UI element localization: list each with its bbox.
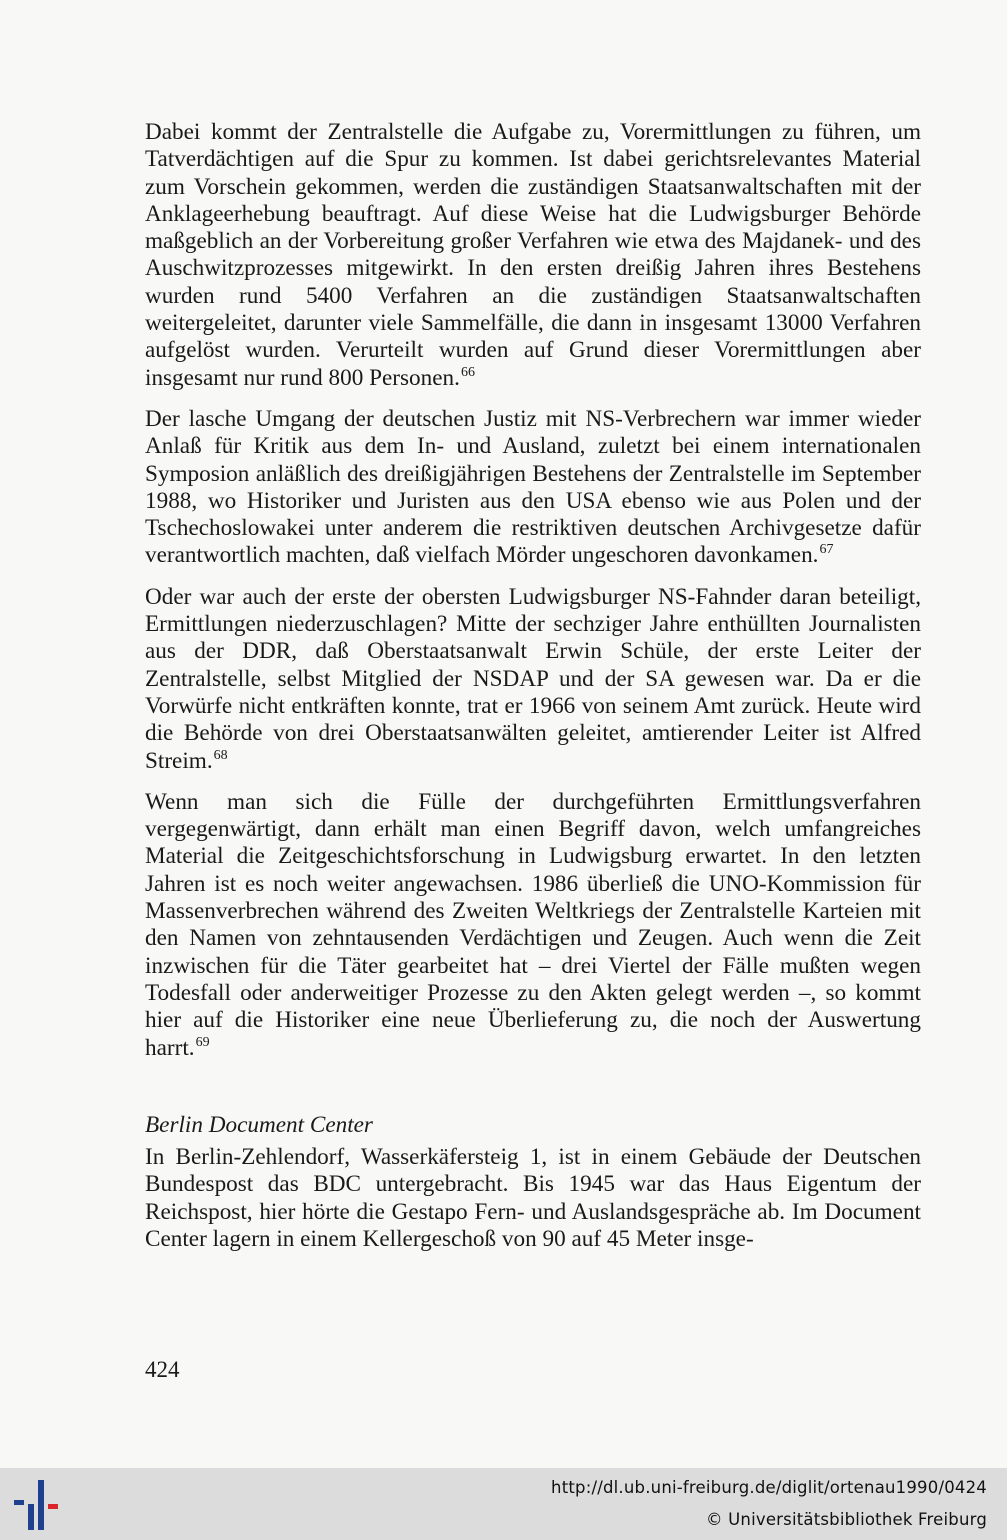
paragraph-4: Wenn man sich die Fülle der durchgeführten Ermittlungsverfahren vergegenwärtigt, dann erhält man einen Begriff davon, welch umfangreiches Material die Zeitgeschichtsforschung in Ludwigsburg erwartet. In den letzten Jahren ist es noch weiter angewachsen. 1986 überließ die UNO-Kommission für Massenverbrechen während des Zweiten Weltkriegs der Zentralstelle Karteien mit den Namen von zehntausenden Verdächtigen und Zeugen. Auch wenn die Zeit inzwischen für die Täter gearbeitet hat – drei Viertel der Fälle mußten wegen Todesfall oder anderweitiger Prozesse zu den Akten gelegt werden –, so kommt hier auf die Historiker eine neue Überlieferung zu, die noch der Auswertung harrt.$^{69}$ xyxy=(145,788,921,1061)
paragraph-1: Dabei kommt der Zentralstelle die Aufgabe zu, Vorermittlungen zu führen, um Tatverdächtigen auf die Spur zu kommen. Ist dabei gerichtsrelevantes Material zum Vorschein gekommen, werden die zuständigen Staatsanwaltschaften mit der Anklageerhebung beauftragt. Auf diese Weise hat die Ludwigsburger Behörde maßgeblich an der Vorbereitung großer Verfahren wie etwa des Majdanek- und des Auschwitzprozesses mitgewirkt. In den ersten dreißig Jahren ihres Bestehens wurden rund 5400 Verfahren an die zuständigen Staatsanwaltschaften weitergeleitet, darunter viele Sammelfälle, die dann in insgesamt 13000 Verfahren aufgelöst wurden. Verurteilt wurden auf Grund dieser Vorermittlungen aber insgesamt nur rund 800 Personen.$^{66}$ xyxy=(145,119,921,391)
section-heading: Berlin Document Center xyxy=(145,1111,373,1138)
copyright-notice: © Universitätsbibliothek Freiburg xyxy=(705,1510,987,1529)
page-number: 424 xyxy=(145,1357,180,1382)
paragraph-3: Oder war auch der erste der obersten Ludwigsburger NS-Fahnder daran beteiligt, Ermittlungen niederzuschlagen? Mitte der sechziger Jahre enthüllten Journalisten aus der DDR, daß Oberstaatsanwalt Erwin Schüle, der erste Leiter der Zentralstelle, selbst Mitglied der NSDAP und der SA gewesen war. Da er die Vorwürfe nicht entkräften konnte, trat er 1966 von seinem Amt zurück. Heute wird die Behörde von drei Oberstaatsanwälten geleitet, amtierender Leiter ist Alfred Streim.$^{68}$ xyxy=(145,583,921,774)
permalink-url[interactable]: http://dl.ub.uni-freiburg.de/diglit/ortenau1990/0424 xyxy=(551,1478,987,1497)
paragraph-2: Der lasche Umgang der deutschen Justiz mit NS-Verbrechern war immer wieder Anlaß für Kritik aus dem In- und Ausland, zuletzt bei einem internationalen Symposion anläßlich des dreißigjährigen Bestehens der Zentralstelle im September 1988, wo Historiker und Juristen aus den USA ebenso wie aus Polen und der Tschechoslowakei unter anderem die restriktiven deutschen Archivgesetze dafür verantwortlich machten, daß vielfach Mörder ungeschoren davonkamen.$^{67}$ xyxy=(145,405,921,569)
digitization-footer xyxy=(0,1468,1007,1540)
footnote-ref-68: 68 xyxy=(213,747,228,763)
ub-freiburg-logo-icon xyxy=(12,1478,64,1532)
footnote-ref-67: 67 xyxy=(819,542,834,558)
footnote-ref-69: 69 xyxy=(195,1034,210,1050)
footnote-ref-66: 66 xyxy=(460,364,475,380)
page-body xyxy=(145,119,921,1267)
section-paragraph: In Berlin-Zehlendorf, Wasserkäfersteig 1, ist in einem Gebäude der Deutschen Bundespost das BDC untergebracht. Bis 1945 war das Haus Eigentum der Reichspost, hier hörte die Gestapo Fern- und Auslandsgespräche ab. Im Document Center lagern in einem Kellergeschoß von 90 auf 45 Meter insge- xyxy=(145,1144,921,1252)
